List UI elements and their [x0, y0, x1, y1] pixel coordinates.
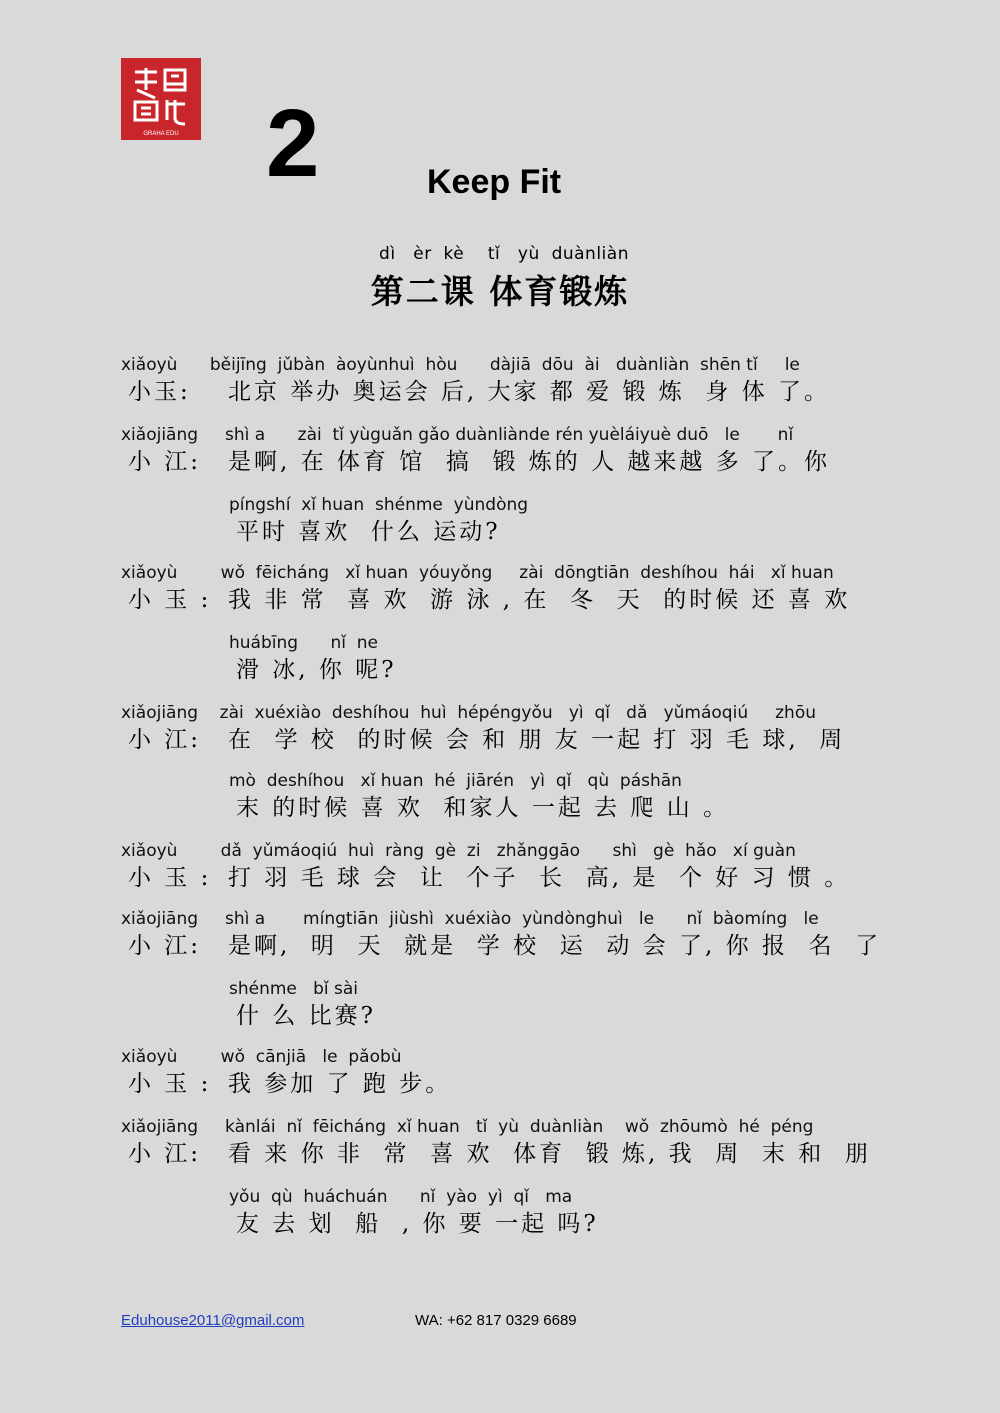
- chinese-row: [121, 446, 881, 478]
- dialogue-line: [229, 494, 879, 548]
- email-link[interactable]: Eduhouse2011@gmail.com: [121, 1312, 305, 1329]
- chinese-row: [229, 1000, 879, 1032]
- chinese-row: [229, 516, 879, 548]
- chinese-text: 我 参加 了 跑 步。: [228, 1071, 452, 1097]
- chinese-row: [121, 1138, 881, 1170]
- pinyin-row: yǒu qù huáchuán nǐ yào yì qǐ ma: [229, 1187, 573, 1207]
- pinyin-row: huábīng nǐ ne: [229, 633, 379, 653]
- chinese-row: [121, 376, 881, 408]
- dialogue-line: [229, 770, 879, 824]
- dialogue-line: [121, 1116, 881, 1170]
- dialogue-line: [121, 562, 881, 616]
- speaker-name: 小 江:: [128, 449, 202, 475]
- graha-edu-logo: [121, 58, 201, 140]
- chinese-text: 友 去 划 船 , 你 要 一起 吗?: [236, 1211, 599, 1237]
- speaker-name: 小 江:: [128, 933, 202, 959]
- chinese-text: 是啊, 明 天 就是 学 校 运 动 会 了, 你 报 名 了: [228, 933, 882, 959]
- pinyin-row: xiǎojiāng shì a míngtiān jiùshì xuéxiào yùndònghuì le nǐ bàomíng le: [121, 909, 819, 929]
- speaker-name: 小 玉 :: [128, 865, 212, 891]
- chinese-text: 末 的时候 喜 欢 和家人 一起 去 爬 山 。: [236, 795, 730, 821]
- chinese-text: 什 么 比赛?: [236, 1003, 376, 1029]
- chinese-text: 是啊, 在 体育 馆 搞 锻 炼的 人 越来越 多 了。你: [228, 449, 831, 475]
- chinese-row: [121, 862, 881, 894]
- chinese-text: 打 羽 毛 球 会 让 个子 长 高, 是 个 好 习 惯 。: [228, 865, 851, 891]
- pinyin-row: xiǎoyù dǎ yǔmáoqiú huì ràng gè zi zhǎnggāo shì gè hǎo xí guàn: [121, 841, 796, 861]
- pinyin-row: shénme bǐ sài: [229, 979, 359, 999]
- pinyin-row: xiǎoyù wǒ cānjiā le pǎobù: [121, 1047, 402, 1067]
- lesson-number: 2: [266, 90, 320, 197]
- dialogue-line: [121, 354, 881, 408]
- pinyin-row: xiǎojiāng shì a zài tǐ yùguǎn gǎo duànliànde rén yuèláiyuè duō le nǐ: [121, 425, 794, 445]
- speaker-name: 小玉:: [128, 379, 191, 405]
- dialogue-line: [121, 1046, 881, 1100]
- pinyin-row: xiǎojiāng zài xuéxiào deshíhou huì hépéngyǒu yì qǐ dǎ yǔmáoqiú zhōu: [121, 703, 816, 723]
- lesson-title-chinese: 第二课 体育锻炼: [370, 272, 630, 311]
- chinese-row: [229, 654, 879, 686]
- pinyin-row: xiǎoyù wǒ fēicháng xǐ huan yóuyǒng zài dōngtiān deshíhou hái xǐ huan: [121, 563, 834, 583]
- dialogue-line: [229, 978, 879, 1032]
- pinyin-row: píngshí xǐ huan shénme yùndòng: [229, 495, 529, 515]
- chinese-row: [121, 1068, 881, 1100]
- pinyin-row: mò deshíhou xǐ huan hé jiārén yì qǐ qù páshān: [229, 771, 682, 791]
- chinese-text: 滑 冰, 你 呢?: [236, 657, 397, 683]
- chinese-text: 平时 喜欢 什么 运动?: [236, 519, 501, 545]
- dialogue-line: [121, 702, 881, 756]
- logo-caption: GRAHA EDU: [143, 131, 179, 137]
- lesson-title-english: Keep Fit: [427, 163, 562, 201]
- speaker-name: 小 江:: [128, 1141, 202, 1167]
- chinese-row: [121, 930, 881, 962]
- dialogue-line: [121, 908, 881, 962]
- chinese-row: [121, 584, 881, 616]
- dialogue-line: [121, 424, 881, 478]
- seal-logo-graphic: [121, 58, 201, 140]
- whatsapp-contact: WA: +62 817 0329 6689: [415, 1312, 577, 1329]
- dialogue-line: [229, 632, 879, 686]
- chinese-text: 看 来 你 非 常 喜 欢 体育 锻 炼, 我 周 末 和 朋: [228, 1141, 871, 1167]
- chinese-text: 我 非 常 喜 欢 游 泳 , 在 冬 天 的时候 还 喜 欢: [228, 587, 851, 613]
- chinese-row: [229, 792, 879, 824]
- pinyin-row: xiǎojiāng kànlái nǐ fēicháng xǐ huan tǐ yù duànliàn wǒ zhōumò hé péng: [121, 1117, 814, 1137]
- speaker-name: 小 玉 :: [128, 1071, 212, 1097]
- speaker-name: 小 江:: [128, 727, 202, 753]
- lesson-title-pinyin: dì èr kè tǐ yù duànliàn: [379, 244, 629, 264]
- dialogue-line: [121, 840, 881, 894]
- chinese-text: 在 学 校 的时候 会 和 朋 友 一起 打 羽 毛 球, 周: [228, 727, 846, 753]
- chinese-text: 北京 举办 奥运会 后, 大家 都 爱 锻 炼 身 体 了。: [228, 379, 831, 405]
- pinyin-row: xiǎoyù běijīng jǔbàn àoyùnhuì hòu dàjiā dōu ài duànliàn shēn tǐ le: [121, 355, 800, 375]
- speaker-name: 小 玉 :: [128, 587, 212, 613]
- chinese-row: [121, 724, 881, 756]
- chinese-row: [229, 1208, 879, 1240]
- dialogue-line: [229, 1186, 879, 1240]
